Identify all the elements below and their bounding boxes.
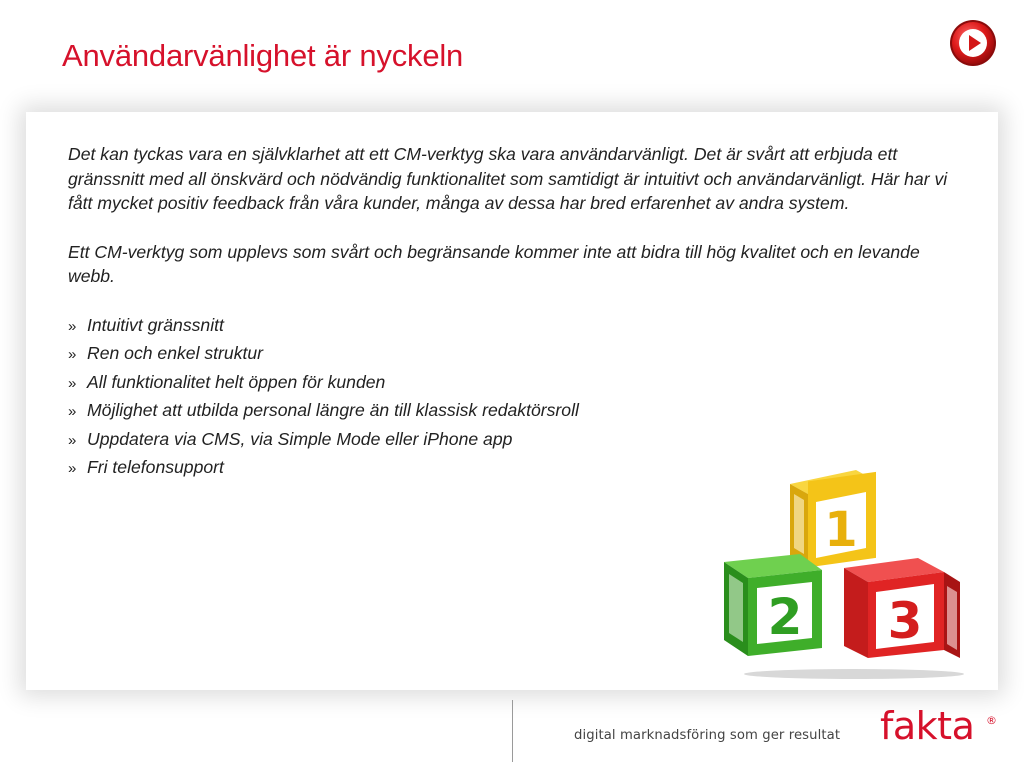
list-item <box>68 341 968 370</box>
list-item-label: Intuitivt gränssnitt <box>87 314 224 335</box>
footer-divider <box>512 700 513 762</box>
block-label: 2 <box>767 588 803 646</box>
bullet-icon: » <box>68 317 77 335</box>
number-blocks-illustration <box>704 462 974 680</box>
red-block-3 <box>844 558 960 658</box>
list-item <box>68 313 968 342</box>
block-label: 3 <box>887 592 923 650</box>
list-item <box>68 370 968 399</box>
bullet-icon: » <box>68 460 77 478</box>
slide-title: Användarvänlighet är nyckeln <box>62 38 464 73</box>
second-paragraph: Ett CM-verktyg som upplevs som svårt och begränsande kommer inte att bidra till hög kvalitet och en levande webb. <box>68 241 920 286</box>
list-item-label: Fri telefonsupport <box>87 457 224 478</box>
bullet-icon: » <box>68 403 77 421</box>
intro-paragraph: Det kan tyckas vara en självklarhet att ett CM-verktyg ska vara användarvänligt. Det är svårt att erbjuda ett gränssnitt med all önskvärd och nödvändig funktionalitet som samtidigt är intuitivt och användarvänligt. Här har vi fått mycket positiv feedback från våra kunder, många av dessa har bred erfarenhet av andra system. <box>68 144 948 213</box>
block-label: 1 <box>824 502 858 558</box>
content-body <box>68 142 968 484</box>
list-item <box>68 427 968 456</box>
play-button[interactable] <box>949 19 997 67</box>
fakta-logo: fakta <box>880 704 975 748</box>
bullet-icon: » <box>68 431 77 449</box>
play-icon <box>949 19 997 67</box>
blocks-shadow <box>744 669 964 679</box>
list-item-label: All funktionalitet helt öppen för kunden <box>87 371 386 392</box>
yellow-block-1 <box>790 470 876 567</box>
feature-list <box>68 313 968 485</box>
bullet-icon: » <box>68 374 77 392</box>
registered-mark: ® <box>986 714 997 727</box>
list-item-label: Uppdatera via CMS, via Simple Mode eller iPhone app <box>87 428 513 449</box>
bullet-icon: » <box>68 346 77 364</box>
list-item-label: Möjlighet att utbilda personal längre än till klassisk redaktörsroll <box>87 400 579 421</box>
green-block-2 <box>724 554 822 656</box>
footer-tagline: digital marknadsföring som ger resultat <box>574 728 841 743</box>
list-item-label: Ren och enkel struktur <box>87 343 264 364</box>
list-item <box>68 398 968 427</box>
